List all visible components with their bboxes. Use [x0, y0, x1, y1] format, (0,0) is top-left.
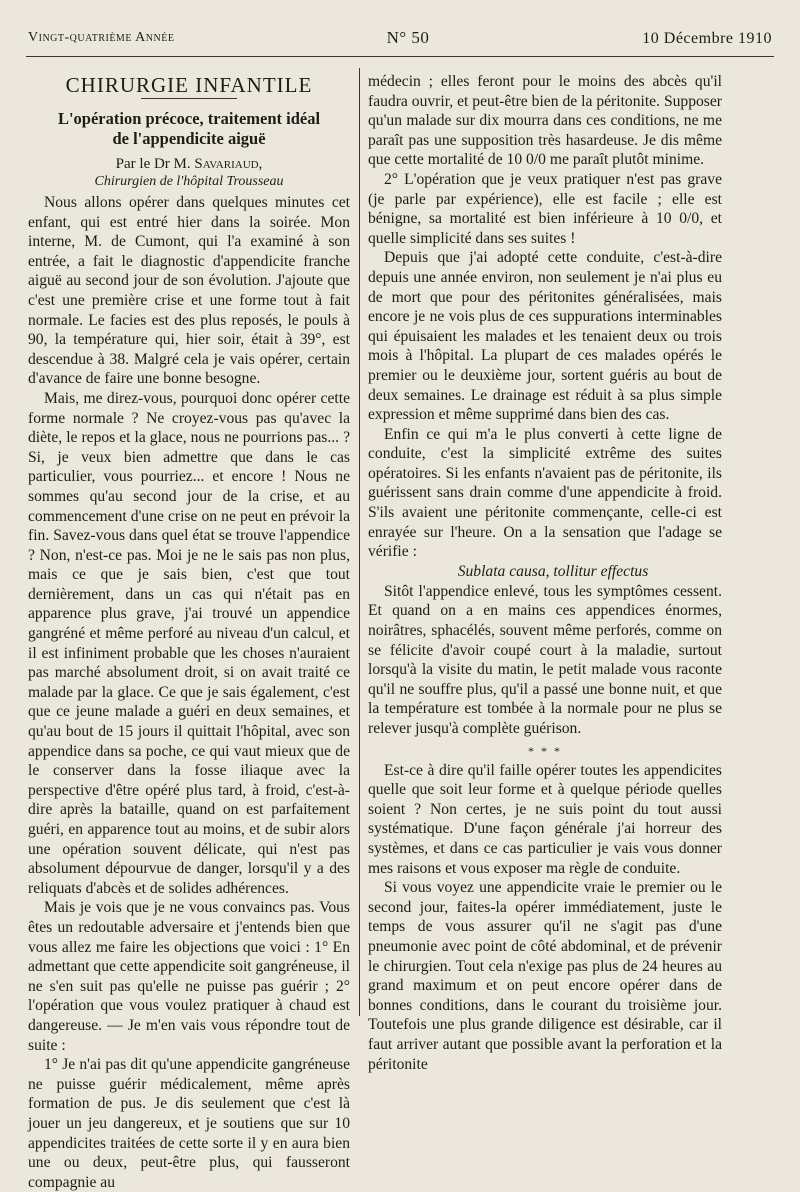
header-rule: [26, 56, 774, 57]
byline-prefix: Par le Dr M.: [115, 156, 191, 172]
body-paragraph: Mais, me direz-vous, pourquoi donc opérer cette forme normale ? Ne croyez-vous pas qu'avec la diète, le repos et la glace, nous ne pourrions pas... ? Si, je veux bien admettre que dans le cas particulier, vous pourriez... et encore ! Nous ne sommes qu'au second jour de la crise, et au commencement d'une crise on ne peut en prévoir la fin. Savez-vous dans quel état se trouve l'appendice ? Non, n'est-ce pas. Moi je ne le sais pas non plus, mais ce que je sais bien, c'est que tout dernièrement, dans un cas qui n'était pas en apparence plus grave, j'ai trouvé un appendice gangréné et même perforé au niveau d'un calcul, et il est infiniment probable que les choses n'auraient pas marché absolument droit, si on avait traité ce malade par la glace. Ce que je sais également, c'est que ce jeune malade a guéri en deux semaines, et qu'au bout de 15 jours il quittait l'hôpital, avec son appendice dans sa poche, ce qui vaut mieux que de le conserver dans la fosse iliaque avec la perspective d'être opéré plus tard, à froid, c'est-à-dire après la bataille, quand on est parfaitement guéri, en apparence tout au moins, et de subir alors une opération souvent délicate, qui n'est pas absolument dépourvue de danger, lorsqu'il y a des reliquats d'abcès et de solides adhérences.: [28, 389, 350, 897]
body-paragraph: 2° L'opération que je veux pratiquer n'est pas grave (je parle par expérience), elle est facile ; elle est bénigne, sa mortalité est bien inférieure à 10 0/0, et quelle simplicité dans ses suites !: [368, 170, 722, 247]
column-divider: [359, 68, 360, 1016]
page-header: [28, 30, 772, 52]
section-title-rule: [141, 98, 237, 99]
author-name: Savariaud,: [194, 156, 263, 172]
body-paragraph: Mais je vois que je ne vous convaincs pas. Vous êtes un redoutable adversaire et j'entends bien que vous allez me faire les objections que voici : 1° En admettant que cette appendicite soit gangréneuse, il ne s'en suit pas qu'elle ne puisse pas guérir ; 2° l'opération que vous voulez pratiquer à chaud est dangereuse. — Je m'en vais vous répondre tout de suite :: [28, 899, 350, 1054]
header-year: Vingt-quatrième Année: [28, 30, 175, 45]
article-title: [28, 109, 350, 149]
body-paragraph: Est-ce à dire qu'il faille opérer toutes les appendicites quelle que soit leur forme et à quelque période quelles soient ? Non certes, je ne suis point du tout aussi systématique. D'une façon générale j'ai horreur des systèmes, et dans ce cas particulier je vais vous donner mes raisons et vous exposer ma règle de conduite.: [368, 761, 722, 877]
section-separator-stars: * * *: [528, 743, 562, 758]
body-paragraph: Sitôt l'appendice enlevé, tous les symptômes cessent. Et quand on a en mains ces appendices énormes, noirâtres, sphacélés, souvent même perforés, comme on se félicite d'avoir coupé court à la maladie, surtout lorsqu'à la visite du matin, le petit malade vous raconte qu'il ne souffre plus, qu'il a passé une bonne nuit, et que la température est tombée à la normale pour ne plus se relever jusqu'à complète guérison.: [368, 582, 722, 737]
right-column: [368, 72, 722, 1074]
body-paragraph: Depuis que j'ai adopté cette conduite, c'est-à-dire depuis une année environ, non seulement je n'ai plus eu de mort que pour des péritonites généralisées, mais encore je ne vois plus de ces suppurations interminables qui épuisaient les malades et les tenaient deux ou trois mois à l'hôpital. La plupart de ces malades opérés le premier ou le deuxième jour, sortent guéris au bout de deux semaines. Le drainage est réduit à sa plus simple expression et même supprimé dans bien des cas.: [368, 249, 722, 424]
header-date: 10 Décembre 1910: [642, 30, 772, 47]
body-paragraph: 1° Je n'ai pas dit qu'une appendicite gangréneuse ne puisse guérir médicalement, même après formation de pus. Je dis seulement que c'est là jouer un jeu dangereux, et je soutiens que sur 10 appendicites traitées de cette sorte il y en aura bien une ou deux, peut-être plus, qui fausseront compagnie au: [28, 1056, 350, 1191]
article-title-line-1: L'opération précoce, traitement idéal: [57, 109, 321, 128]
body-paragraph: Enfin ce qui m'a le plus converti à cette ligne de conduite, c'est la simplicité extrême des suites opératoires. Si les enfants n'avaient pas de péritonite, ils guérissent sans drain comme d'une appendicite à froid. S'ils avaient une péritonite commençante, celle-ci est enrayée sur l'heure. On a la sensation que l'adage se vérifie :: [368, 425, 722, 561]
article-byline: [28, 155, 350, 173]
article-title-line-2: de l'appendicite aiguë: [112, 129, 266, 148]
header-issue-number: N° 50: [386, 28, 430, 47]
latin-quote: Sublata causa, tollitur effectus: [457, 562, 649, 580]
author-affiliation: Chirurgien de l'hôpital Trousseau: [94, 174, 284, 189]
body-paragraph: Si vous voyez une appendicite vraie le premier ou le second jour, faites-la opérer immédiatement, juste le temps de vous assurer qu'il ne s'agit pas d'une pneumonie avec point de côté abdominal, et de prévenir le chirurgien. Tout cela n'exige pas plus de 24 heures au grand maximum et on peut encore opérer dans de bonnes conditions, dans le courant du troisième jour. Toutefois une plus grande diligence est désirable, car il faut arriver autant que possible avant la perforation et la péritonite: [368, 879, 722, 1073]
section-title: CHIRURGIE INFANTILE: [65, 73, 313, 97]
body-paragraph: Nous allons opérer dans quelques minutes cet enfant, qui est entré hier dans la soirée. Mon interne, M. de Cumont, qui l'a examiné à son entrée, a fait le diagnostic d'appendicite franche aiguë au second jour de son évolution. J'ajoute que c'est une première crise et une forme tout à fait normale. Le facies est des plus reposés, le pouls à 90, la température qui, hier soir, était à 39°, est descendue à 38. Malgré cela je vais opérer, certain d'avance de faire une bonne besogne.: [28, 194, 350, 388]
left-column: [28, 72, 350, 1192]
body-paragraph: médecin ; elles feront pour le moins des abcès qu'il faudra ouvrir, et peut-être bien de la péritonite. Supposer qu'un malade sur dix mourra dans ces conditions, ne me paraît pas une supposition très hasardeuse. Je dis même que cette mortalité de 10 0/0 me paraît plutôt minime.: [368, 73, 722, 169]
